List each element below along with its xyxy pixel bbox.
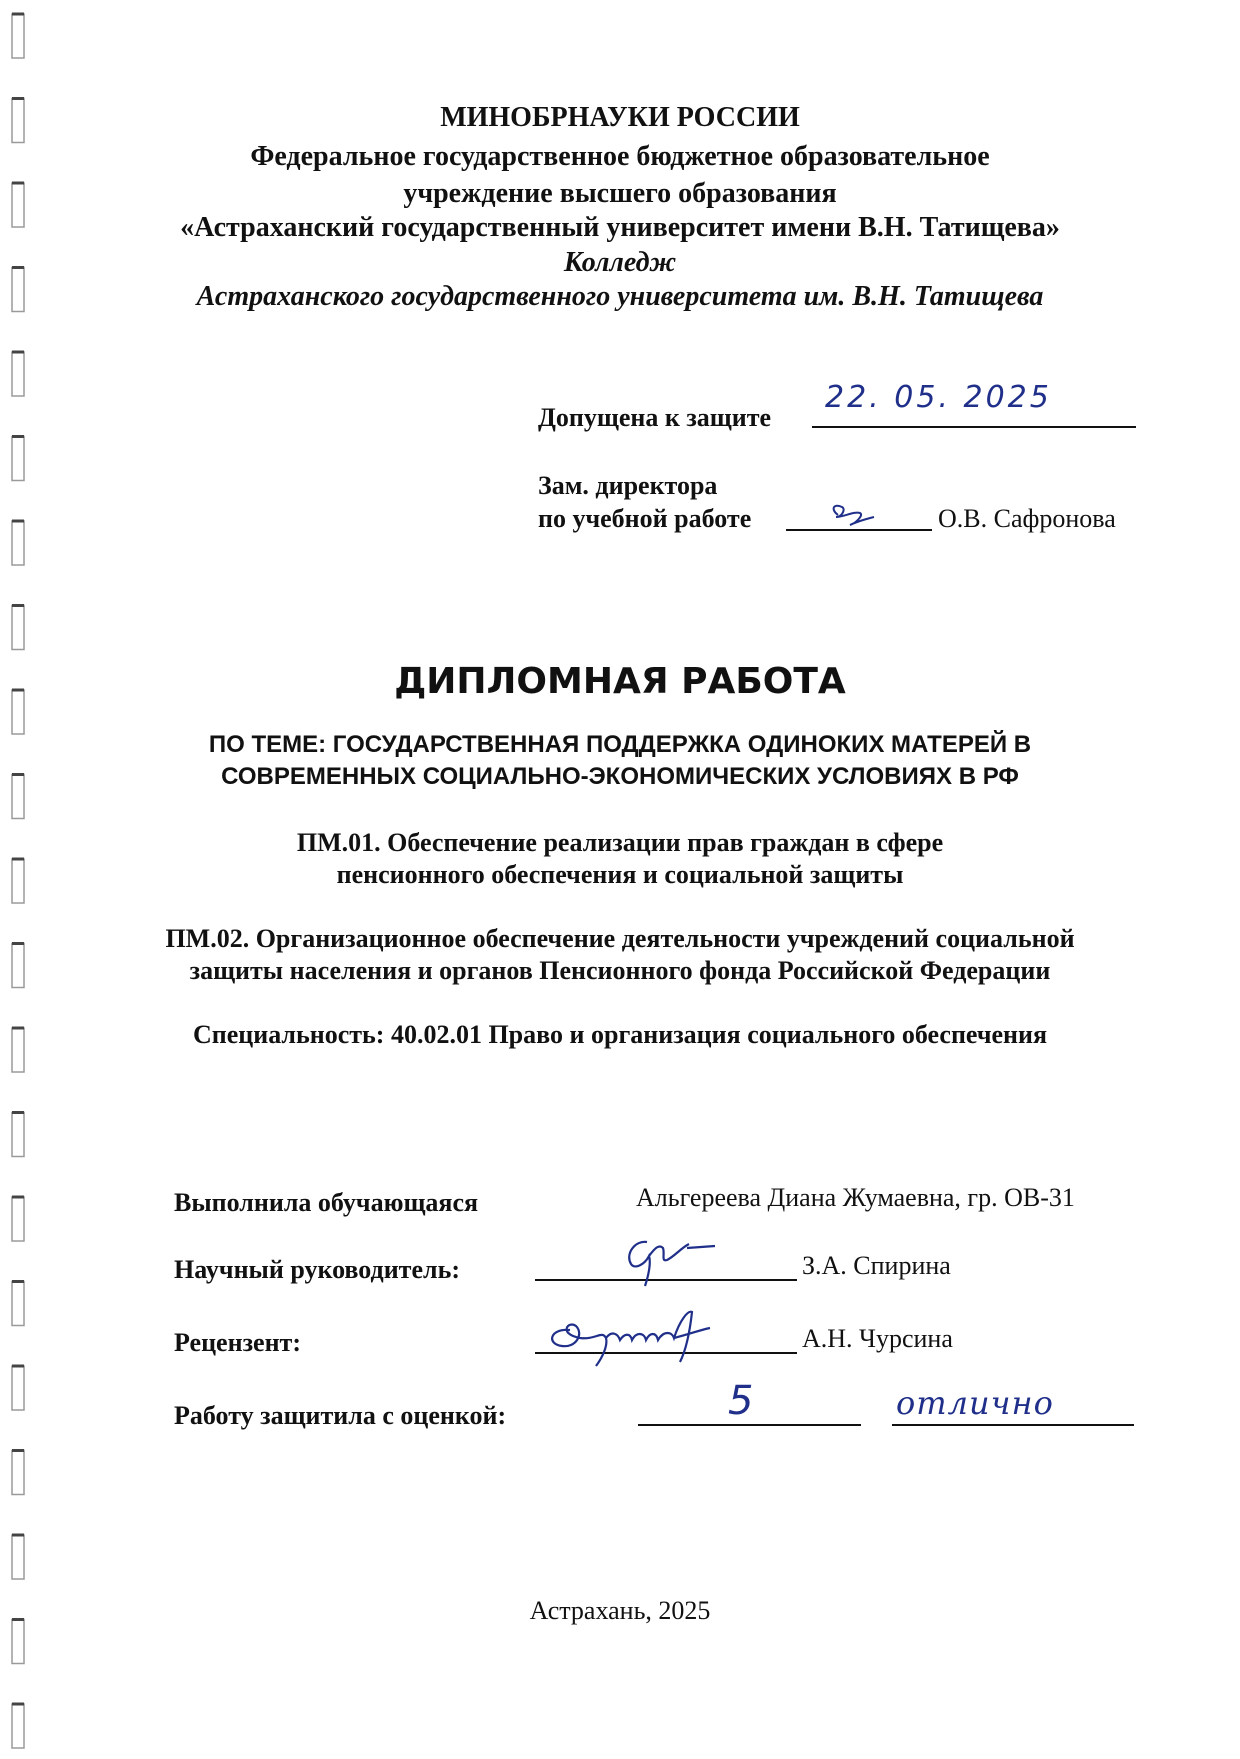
deputy-title-line-1: Зам. директора	[538, 471, 718, 500]
supervisor-name: З.А. Спирина	[802, 1251, 951, 1280]
institution-line-1: Федеральное государственное бюджетное образовательное	[250, 141, 990, 172]
author-label: Выполнила обучающаяся	[174, 1188, 479, 1217]
college-label: Колледж	[563, 247, 677, 278]
binding-hole	[12, 1620, 24, 1664]
deputy-signature	[820, 495, 880, 535]
university-name: «Астраханский государственный университет имени В.Н. Татищева»	[180, 212, 1060, 243]
reviewer-label: Рецензент:	[174, 1328, 301, 1357]
grade-number-handwritten: 5	[728, 1378, 754, 1424]
institution-line-2: учреждение высшего образования	[403, 178, 837, 209]
binding-hole	[12, 1535, 24, 1579]
deputy-name: О.В. Сафронова	[938, 504, 1116, 533]
admitted-label: Допущена к защите	[538, 403, 772, 432]
grade-number-line	[638, 1424, 861, 1426]
pm02-line-1: ПМ.02. Организационное обеспечение деятельности учреждений социальной	[165, 924, 1075, 953]
city-year: Астрахань, 2025	[529, 1596, 711, 1625]
binding-hole	[12, 1704, 24, 1748]
binding-hole	[12, 352, 24, 396]
binding-hole	[12, 1197, 24, 1241]
document-title: ДИПЛОМНАЯ РАБОТА	[394, 661, 846, 702]
grade-label: Работу защитила с оценкой:	[174, 1401, 507, 1430]
grade-word-handwritten: отлично	[896, 1384, 1054, 1422]
admitted-date-handwritten: 22. 05. 2025	[825, 380, 1052, 415]
binding-hole	[12, 521, 24, 565]
deputy-title-line-2: по учебной работе	[538, 504, 752, 533]
admitted-date-line	[812, 426, 1136, 428]
binding-hole	[12, 1113, 24, 1157]
pm02-line-2: защиты населения и органов Пенсионного фонда Российской Федерации	[189, 956, 1051, 985]
grade-word-line	[892, 1424, 1134, 1426]
binding-hole	[12, 1451, 24, 1495]
supervisor-label: Научный руководитель:	[174, 1255, 460, 1284]
supervisor-signature	[615, 1230, 725, 1290]
college-affiliation: Астраханского государственного университета им. В.Н. Татищева	[196, 281, 1044, 312]
author-value: Альгереева Диана Жумаевна, гр. ОВ-31	[636, 1183, 1075, 1212]
topic-line-2: СОВРЕМЕННЫХ СОЦИАЛЬНО-ЭКОНОМИЧЕСКИХ УСЛОВИЯХ В РФ	[221, 763, 1019, 790]
pm01-line-1: ПМ.01. Обеспечение реализации прав граждан в сфере	[296, 828, 944, 857]
reviewer-signature	[540, 1300, 760, 1370]
ministry-title: МИНОБРНАУКИ РОССИИ	[440, 102, 800, 133]
pm01-line-2: пенсионного обеспечения и социальной защиты	[336, 860, 904, 889]
specialty: Специальность: 40.02.01 Право и организация социального обеспечения	[192, 1020, 1048, 1049]
topic-line-1: ПО ТЕМЕ: ГОСУДАРСТВЕННАЯ ПОДДЕРЖКА ОДИНОКИХ МАТЕРЕЙ В	[208, 731, 1032, 758]
binding-hole	[12, 437, 24, 481]
binding-hole	[12, 14, 24, 58]
reviewer-name: А.Н. Чурсина	[802, 1324, 953, 1353]
binding-hole	[12, 606, 24, 650]
binding-hole	[12, 1282, 24, 1326]
binding-hole	[12, 1366, 24, 1410]
